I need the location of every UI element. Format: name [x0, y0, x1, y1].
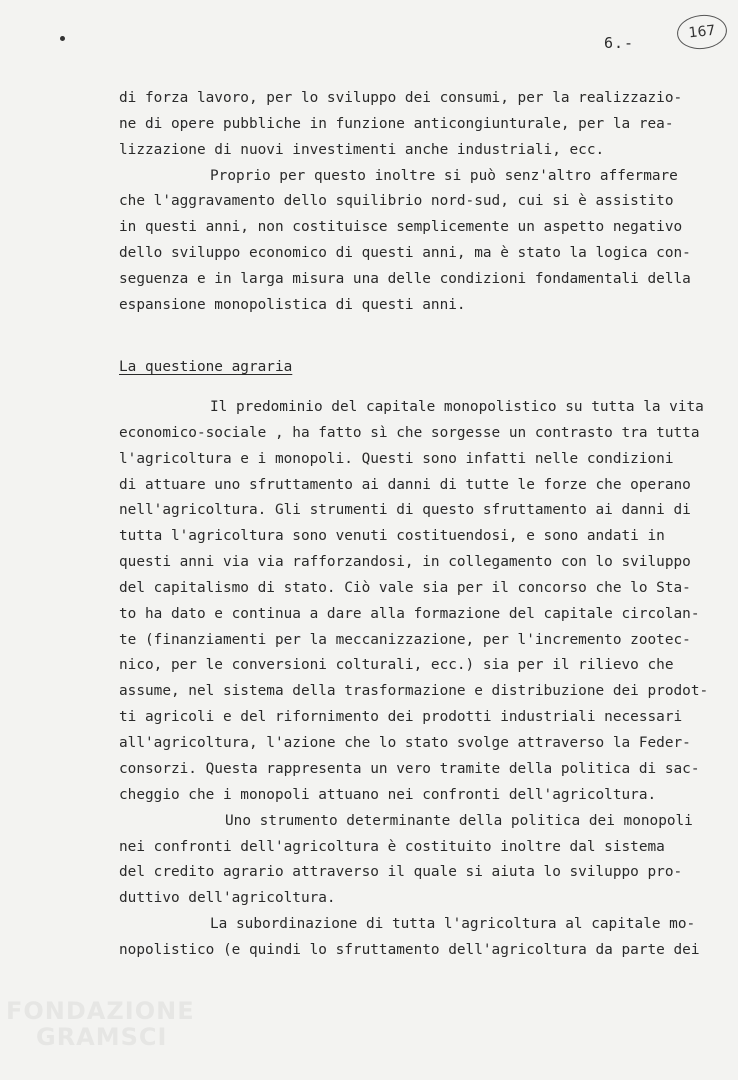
text-line: Uno strumento determinante della politica dei monopoli — [225, 813, 693, 829]
text-line: ne di opere pubbliche in funzione anticongiunturale, per la rea- — [119, 116, 674, 132]
text-line: te (finanziamenti per la meccanizzazione, per l'incremento zootec- — [119, 632, 691, 648]
watermark — [6, 998, 195, 1050]
text-line: cheggio che i monopoli attuano nei confronti dell'agricoltura. — [119, 787, 657, 803]
text-line: all'agricoltura, l'azione che lo stato svolge attraverso la Feder- — [119, 735, 691, 751]
text-line: La subordinazione di tutta l'agricoltura al capitale mo- — [210, 916, 696, 932]
text-line: di forza lavoro, per lo sviluppo dei consumi, per la realizzazio- — [119, 90, 683, 106]
text-line: nico, per le conversioni colturali, ecc.) sia per il rilievo che — [119, 657, 674, 673]
punch-mark — [60, 36, 65, 41]
text-line: Il predominio del capitale monopolistico su tutta la vita — [210, 399, 704, 415]
text-line: espansione monopolistica di questi anni. — [119, 297, 466, 313]
watermark-line: FONDAZIONE — [6, 997, 195, 1025]
text-line: economico-sociale , ha fatto sì che sorgesse un contrasto tra tutta — [119, 425, 700, 441]
page-number: 6.- — [604, 34, 635, 52]
text-line: duttivo dell'agricoltura. — [119, 890, 336, 906]
text-line: in questi anni, non costituisce semplicemente un aspetto negativo — [119, 219, 683, 235]
text-line: l'agricoltura e i monopoli. Questi sono infatti nelle condizioni — [119, 451, 674, 467]
text-line: nei confronti dell'agricoltura è costituito inoltre dal sistema — [119, 839, 665, 855]
text-line: nell'agricoltura. Gli strumenti di questo sfruttamento ai danni di — [119, 502, 691, 518]
section-heading: La questione agraria — [119, 359, 293, 375]
text-line: tutta l'agricoltura sono venuti costituendosi, e sono andati in — [119, 528, 665, 544]
text-line: di attuare uno sfruttamento ai danni di tutte le forze che operano — [119, 477, 691, 493]
text-line: nopolistico (e quindi lo sfruttamento dell'agricoltura da parte dei — [119, 942, 700, 958]
text-line: lizzazione di nuovi investimenti anche industriali, ecc. — [119, 142, 605, 158]
text-line: che l'aggravamento dello squilibrio nord-sud, cui si è assistito — [119, 193, 674, 209]
text-line: del capitalismo di stato. Ciò vale sia per il concorso che lo Sta- — [119, 580, 691, 596]
text-line: Proprio per questo inoltre si può senz'altro affermare — [210, 168, 678, 184]
text-line: questi anni via via rafforzandosi, in collegamento con lo sviluppo — [119, 554, 691, 570]
text-line: to ha dato e continua a dare alla formazione del capitale circolan- — [119, 606, 700, 622]
text-line: del credito agrario attraverso il quale si aiuta lo sviluppo pro- — [119, 864, 683, 880]
text-line: dello sviluppo economico di questi anni, ma è stato la logica con- — [119, 245, 691, 261]
archive-number-stamp: 167 — [675, 12, 728, 51]
text-line: seguenza e in larga misura una delle condizioni fondamentali della — [119, 271, 691, 287]
text-line: assume, nel sistema della trasformazione e distribuzione dei prodot- — [119, 683, 709, 699]
text-line: consorzi. Questa rappresenta un vero tramite della politica di sac- — [119, 761, 700, 777]
watermark-line: GRAMSCI — [36, 1023, 168, 1051]
text-line: ti agricoli e del rifornimento dei prodotti industriali necessari — [119, 709, 683, 725]
